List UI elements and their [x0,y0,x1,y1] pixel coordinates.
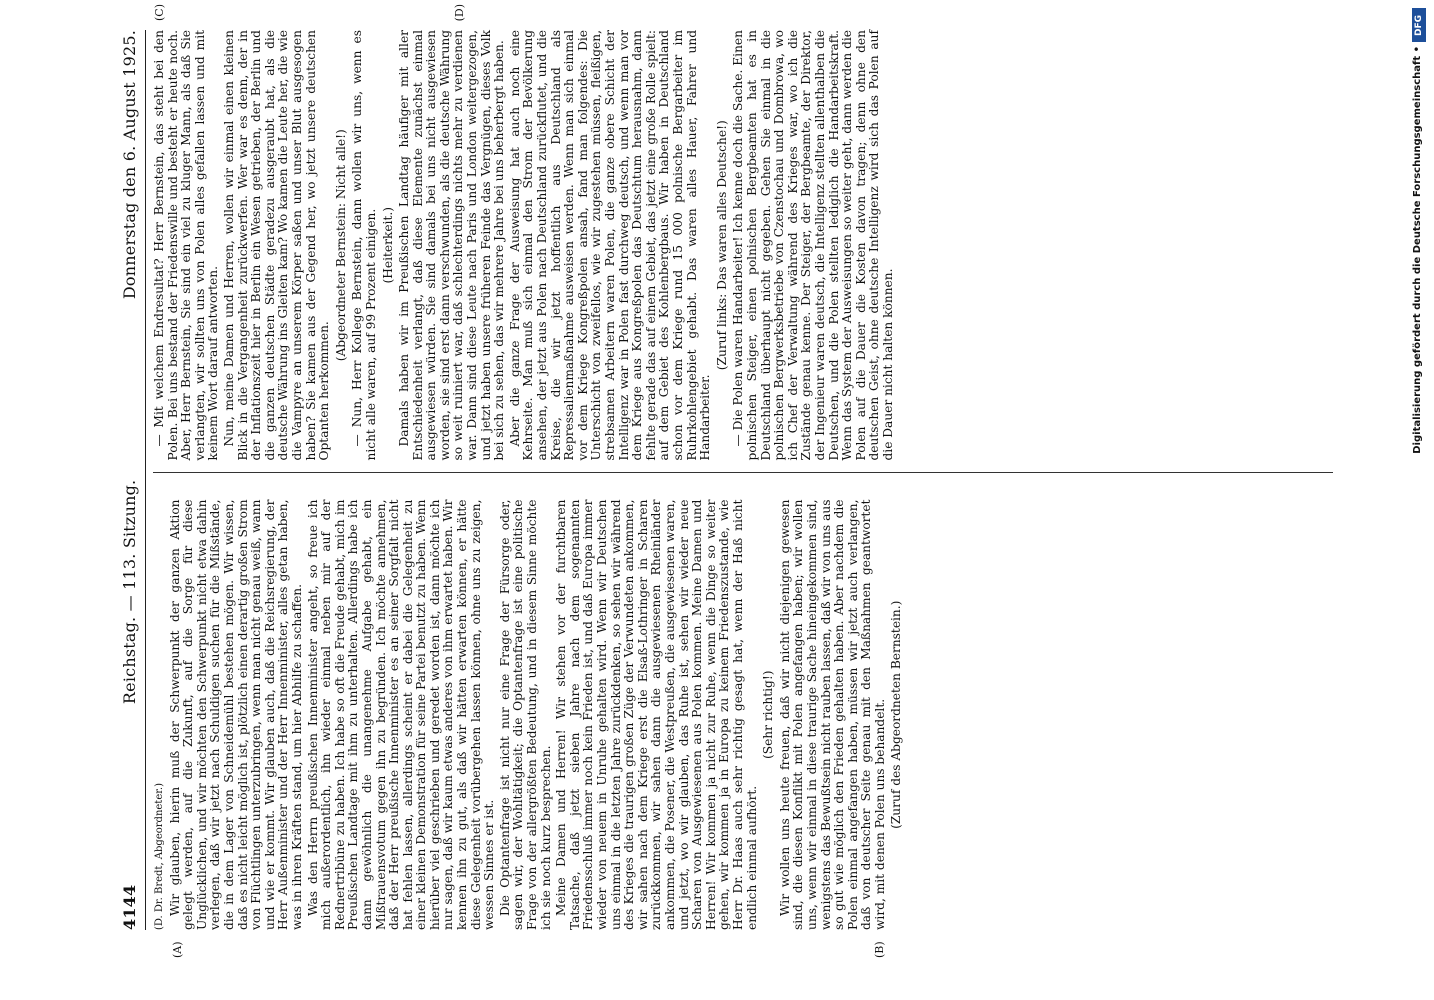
margin-mark-b: (B) [873,941,886,958]
paragraph: Damals haben wir im Preußischen Landtag häufiger mit aller Entschiedenheit verlangt, daß diese Elemente zunächst einmal ausgewiesen würden. Sie sind damals bei uns nicht ausgewiesen worden, sie sind erst dann verschwunden, als die deutsche Währung so weit ruiniert war, daß schlechterdings nichts mehr zu verdienen war. Dann sind diese Leute nach Paris und London weitergezogen, und jetzt haben unsere früheren Feinde das Vergnügen, dieses Volk bei sich zu sehen, das wir mehrere Jahre bei uns beherbergt haben. [397,30,507,461]
running-header [115,30,143,930]
paragraph: — Mit welchem Endresultat? Herr Bernstein, das steht bei den Polen. Bei uns bestand der Friedenswille und besteht er heute noch. Aber, Herr Bernstein, Sie sind ein viel zu kluger Mann, als daß Sie verlangten, wir sollten uns von Polen alles gefallen lassen und mit keinem Wort darauf antworten. [152,30,221,461]
speaker-line: (D. Dr. Bredt, Abgeordneter.) [154,782,165,930]
text-columns [152,4,1333,958]
paragraph: Nun, meine Damen und Herren, wollen wir einmal einen kleinen Blick in die Vergangenheit zurückwerfen. Wer war es denn, der in der Inflationszeit hier in Berlin ein Wesen getrieben, der Berlin und die ganzen deutschen Städte geradezu ausgeraubt hat, als die deutsche Währung ins Gleiten kam? Wo kamen die Leute her, die wie die Vampyre an unserem Körper saßen und unser Blut ausgesogen haben? Sie kamen aus der Gegend her, wo jetzt unsere deutschen Optanten herkommen. [221,30,332,461]
paragraph: Wir glauben, hierin muß der Schwerpunkt der ganzen Aktion gelegt werden, auf die Zukunft, auf die Sorge für diese Unglücklichen, und wir möchten den Schwerpunkt nicht etwa dahin verlegen, daß wir jetzt nach Schuldigen suchen für die Mißstände, die in dem Lager von Schneidemühl bestehen mögen. Wir wissen, daß es nicht leicht möglich ist, plötzlich einen derartig großen Strom von Flüchtlingen unterzubringen, wenn man nicht genau weiß, wann und wie er kommt. Wir glauben auch, daß die Reichsregierung, der Herr Außenminister und der Herr Innenminister, alles getan haben, was in ihren Kräften stand, um hier Abhilfe zu schaffen. [167,499,304,930]
header-date: Donnerstag den 6. August 1925. [119,30,139,300]
page-body [115,4,1345,958]
paragraph: Wir wollen uns heute freuen, daß wir nicht diejenigen gewesen sind, die diesen Konflikt mit Polen angefangen haben; wir wollen uns, wenn wir einmal in diese traurige Sache hineingekommen sind, wenigstens das Bewußtsein nicht rauben lassen, daß wir von uns aus so gut wie möglich den Frieden gehalten haben. Aber nachdem die Polen einmal angefangen haben, müssen wir jetzt auch verlangen, daß von deutscher Seite genau mit den Maßnahmen geantwortet wird, mit denen Polen uns behandelt. [777,499,887,930]
interjection: (Zuruf des Abgeordneten Bernstein.) [889,600,904,829]
page-number: 4144 [119,884,139,930]
paragraph: — Nun, Herr Kollege Bernstein, dann wollen wir uns, wenn es nicht alle waren, auf 99 Prozent einigen. [350,30,378,461]
paragraph: — Die Polen waren Handarbeiter! Ich kenne doch die Sache. Einen polnischen Steiger, einen polnischen Bergbeamten hat es in Deutschland überhaupt nicht gegeben. Gehen Sie einmal in die polnischen Bergwerksbetriebe von Czenstochau und Dombrowa, wo ich Chef der Verwaltung während des Krieges war, wo ich die Zustände genau kenne. Der Steiger, der Bergbeamte, der Direktor, der Ingenieur waren deutsch, die Intelligenz stellten allenthalben die Deutschen, und die Polen stellten lediglich die Handarbeitskraft. Wenn das System der Ausweisungen so weiter geht, dann werden die Polen auf die Dauer die Kosten davon tragen; denn ohne den deutschen Geist, ohne deutsche Intelligenz wird sich das Polen auf die Dauer nicht halten können. [731,30,895,461]
paragraph: Meine Damen und Herren! Wir stehen vor der furchtbaren Tatsache, daß jetzt sieben Jahre nach dem sogenannten Friedensschluß immer noch kein Frieden ist, und daß Europa immer wieder von neuem in Unruhe gehalten wird. Wenn wir Deutschen uns einmal in die letzten Jahre zurückdenken, so sehen wir während des Krieges die traurigen großen Züge der Verwundeten ankommen, wir sahen nach dem Kriege erst die Elsaß-Lothringer in Scharen zurückkommen, wir sahen dann die ausgewiesenen Rheinländer ankommen, die Posener, die Westpreußen, die ausgewiesenen waren, und jetzt, wo wir glauben, das Ruhe ist, sehen wir wieder neue Scharen von Ausgewiesenen aus Polen kommen. Meine Damen und Herren! Wir kommen ja nicht zur Ruhe, wenn die Dinge so weiter gehen, wir kommen ja in Europa zu keinem Friedenszustande, wie Herr Dr. Haas auch sehr richtig gesagt hat, wenn der Haß nicht endlich einmal aufhört. [554,499,759,930]
interjection: (Zuruf links: Das waren alles Deutsche!) [714,120,729,371]
interjection: (Abgeordneter Bernstein: Nicht alle!) [333,129,348,362]
interjection: (Sehr richtig!) [761,670,776,760]
header-rule [145,30,146,930]
rotated-page-content [90,0,1390,960]
header-session: Reichstag. — 113. Sitzung. [119,479,139,705]
paragraph: Aber die ganze Frage der Ausweisung hat auch noch eine Kehrseite. Man muß sich einmal den Strom der Bevölkerung ansehen, der jetzt aus Polen nach Deutschland zurückflutet, und die Kreise, die wir jetzt hoffentlich aus Deutschland als Repressalienmaßnahme ausweisen werden. Wenn man sich einmal vor dem Kriege Kongreßpolen ansah, fand man folgendes: Die Unterschicht von zweifellos, wie wir zugestehen müssen, fleißigen, strebsamen Arbeitern waren Polen, die ganze obere Schicht der Intelligenz war in Polen fast durchweg deutsch, und wenn man vor dem Kriege aus Kongreßpolen das Deutschtum herausnahm, dann fehlte gerade das auf einem Gebiet, das jetzt eine große Rolle spielt: auf dem Gebiet des Kohlenbergbaus. Wir haben in Deutschland schon vor dem Kriege rund 15 000 polnische Bergarbeiter im Ruhrkohlengebiet gehabt. Das waren alles Hauer, Fahrer und Handarbeiter. [507,30,713,461]
right-column [152,4,1333,474]
left-column [153,499,1333,958]
digitization-sidebar [1404,0,1434,1000]
margin-mark-d: (D) [453,4,466,22]
funding-notice: Digitalisierung gefördert durch die Deutsche Forschungsgemeinschaft • [1412,46,1423,454]
interjection: (Heiterkeit.) [380,207,395,284]
dfg-logo: DFG [1412,8,1426,42]
paragraph: Die Optantenfrage ist nicht nur eine Frage der Fürsorge oder, sagen wir, der Wohltätigkeit; die Optantenfrage ist eine politische Frage von der allergrößten Bedeutung, und in diesem Sinne möchte ich sie noch kurz besprechen. [497,499,553,930]
margin-mark-c: (C) [153,4,166,21]
paragraph: Was den Herrn preußischen Innenminister angeht, so freue ich mich außerordentlich, ihn wieder einmal neben mir auf der Rednertribüne zu haben. Ich habe so oft die Freude gehabt, mich im Preußischen Landtage mit ihm zu unterhalten. Allerdings habe ich dann gewöhnlich die unangenehme Aufgabe gehabt, ein Mißtrauensvotum gegen ihn zu begründen. Ich möchte annehmen, daß der Herr preußische Innenminister es an seiner Sorgfalt nicht hat fehlen lassen, allerdings scheint er dabei die Gelegenheit zu einer kleinen Demonstration für seine Partei benutzt zu haben. Wenn hierüber viel geschrieben und geredet worden ist, dann möchte ich nur sagen, daß wir kaum etwas anderes von ihm erwartet haben. Wir kennen ihn zu gut, als daß wir hätten erwarten können, er hätte diese Gelegenheit vorübergehen lassen können, ohne uns zu zeigen, wessen Sinnes er ist. [305,499,497,930]
margin-mark-a: (A) [171,941,184,958]
